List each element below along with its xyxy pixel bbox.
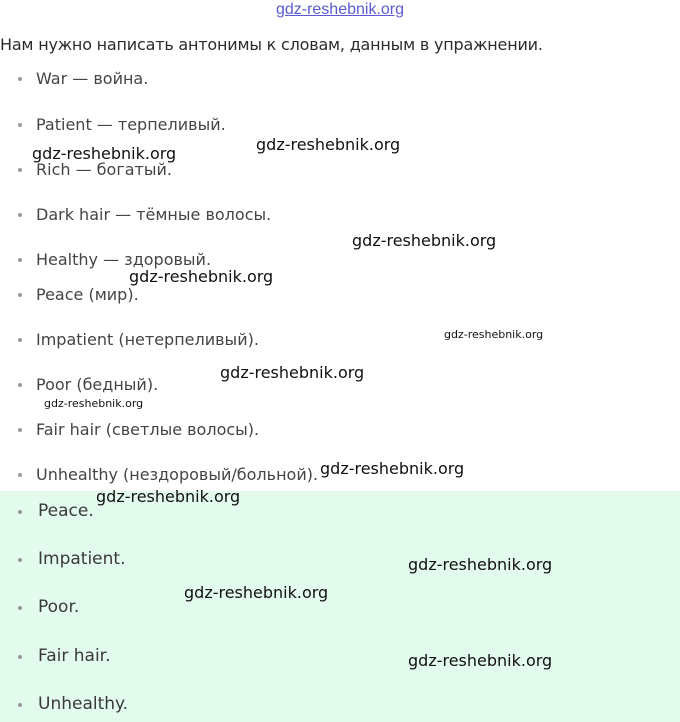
- bullet-icon: [18, 213, 22, 217]
- watermark: gdz-reshebnik.org: [96, 487, 241, 506]
- bullet-icon: [18, 655, 22, 659]
- watermark: gdz-reshebnik.org: [320, 459, 465, 478]
- bullet-icon: [18, 703, 22, 707]
- watermark: gdz-reshebnik.org: [184, 583, 329, 602]
- bullet-icon: [18, 258, 22, 262]
- watermark: gdz-reshebnik.org: [32, 144, 177, 163]
- watermark: gdz-reshebnik.org: [444, 328, 544, 341]
- bullet-icon: [18, 473, 22, 477]
- bullet-icon: [18, 606, 22, 610]
- site-link[interactable]: gdz-reshebnik.org: [275, 1, 405, 18]
- bullet-icon: [18, 168, 22, 172]
- bullet-icon: [18, 123, 22, 127]
- bullet-icon: [18, 558, 22, 562]
- intro-text: Нам нужно написать антонимы к словам, данным в упражнении.: [0, 35, 543, 54]
- bullet-icon: [18, 383, 22, 387]
- watermark: gdz-reshebnik.org: [256, 135, 401, 154]
- bullet-icon: [18, 510, 22, 514]
- watermark: gdz-reshebnik.org: [220, 363, 365, 382]
- bullet-icon: [18, 428, 22, 432]
- watermark: gdz-reshebnik.org: [44, 397, 144, 410]
- bullet-icon: [18, 293, 22, 297]
- bullet-icon: [18, 338, 22, 342]
- watermark: gdz-reshebnik.org: [129, 267, 274, 286]
- watermark: gdz-reshebnik.org: [408, 555, 553, 574]
- watermark: gdz-reshebnik.org: [408, 651, 553, 670]
- bullet-icon: [18, 77, 22, 81]
- answer-panel: [0, 491, 680, 722]
- watermark: gdz-reshebnik.org: [352, 231, 497, 250]
